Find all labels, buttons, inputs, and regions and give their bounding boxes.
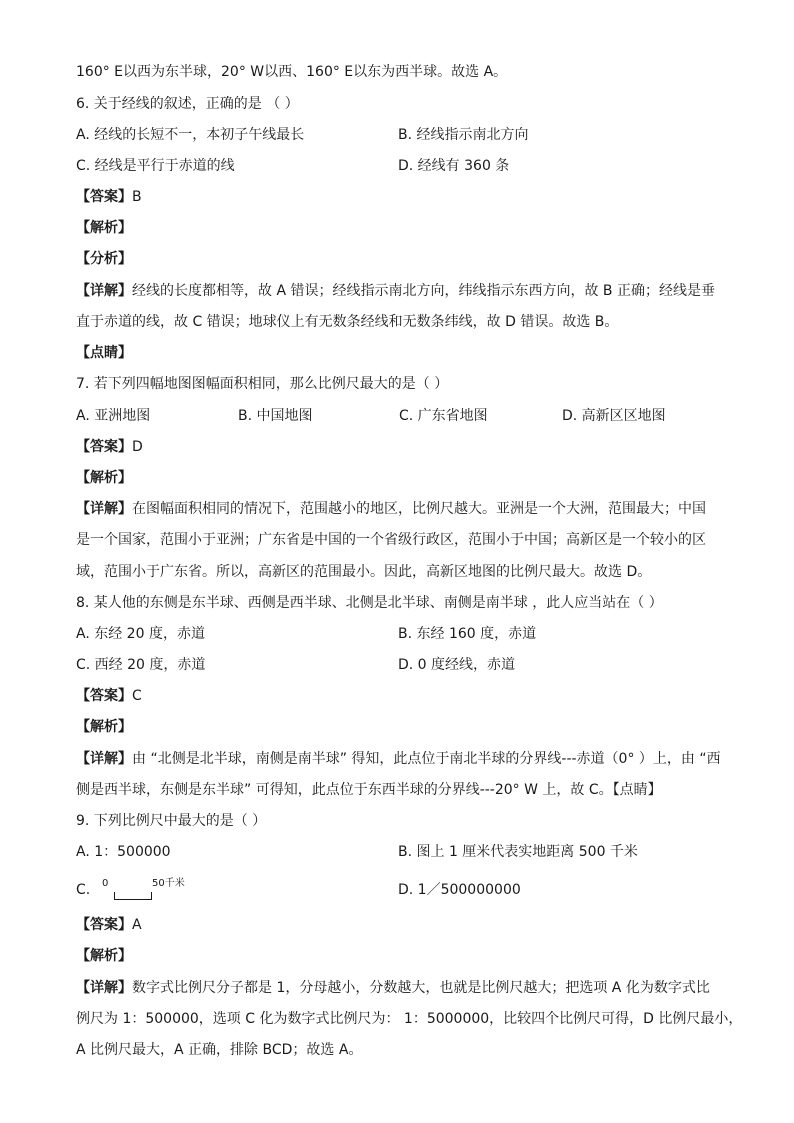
q7-detail-line: 域，范围小于广东省。所以，高新区的范围最小。因此，高新区地图的比例尺最大。故选 D。 [76,564,652,580]
q6-option-b: B. 经线指示南北方向 [398,127,529,143]
scale-bar [114,892,152,900]
q8-answer: 【答案】C [76,688,142,704]
line-scale-figure [94,874,194,904]
q8-analysis-label: 【解析】 [76,719,132,735]
q6-option-d: D. 经线有 360 条 [398,158,510,174]
q6-dianjing-label: 【点睛】 [76,345,132,361]
q6-detail-line: 直于赤道的线，故 C 错误；地球仪上有无数条经线和无数条纬线，故 D 错误。故选 B。 [76,314,619,330]
q9-option-c: C. [76,882,91,898]
question-9-stem: 9. 下列比例尺中最大的是（ ） [76,813,267,829]
q8-option-d: D. 0 度经线，赤道 [398,657,516,673]
q9-analysis-label: 【解析】 [76,948,132,964]
q6-answer: 【答案】B [76,189,142,205]
q6-option-a: A. 经线的长短不一，本初子午线最长 [76,127,305,143]
q9-answer: 【答案】A [76,917,142,933]
q9-option-b: B. 图上 1 厘米代表实地距离 500 千米 [398,844,638,860]
scale-max-label: 50千米 [152,878,185,889]
q9-detail-line: A 比例尺最大，A 正确，排除 BCD；故选 A。 [76,1042,363,1058]
q7-option-a: A. 亚洲地图 [76,408,151,424]
q6-analysis-label: 【解析】 [76,220,132,236]
q8-option-c: C. 西经 20 度，赤道 [76,657,206,673]
q7-option-d: D. 高新区区地图 [562,408,666,424]
q7-option-c: C. 广东省地图 [399,408,488,424]
q7-detail-line: 是一个国家，范围小于亚洲；广东省是中国的一个省级行政区，范围小于中国；高新区是一个较小的区 [76,532,706,548]
q8-option-b: B. 东经 160 度，赤道 [398,626,537,642]
q7-answer: 【答案】D [76,439,143,455]
q9-detail-line: 【详解】数字式比例尺分子都是 1，分母越小，分数越大，也就是比例尺越大；把选项 A 化为数字式比 [76,980,710,996]
q8-detail-line: 【详解】由 “北侧是北半球，南侧是南半球” 得知，此点位于南北半球的分界线---赤道（0° ）上，由 “西 [76,751,721,767]
scale-zero-label: 0 [102,878,109,889]
q7-analysis-label: 【解析】 [76,470,132,486]
q9-detail-line: 例尺为 1：500000，选项 C 化为数字式比例尺为： 1：5000000，比较四个比例尺可得，D 比例尺最小， [76,1011,743,1027]
text-line: 160° E以西为东半球，20° W以西、160° E以东为西半球。故选 A。 [76,64,508,80]
q7-option-b: B. 中国地图 [238,408,313,424]
q7-detail-line: 【详解】在图幅面积相同的情况下，范围越小的地区，比例尺越大。亚洲是一个大洲，范围最大；中国 [76,501,706,517]
q6-fenxi-label: 【分析】 [76,251,132,267]
q6-detail-line: 【详解】经线的长度都相等，故 A 错误；经线指示南北方向，纬线指示东西方向，故 B 正确；经线是垂 [76,283,715,299]
q6-option-c: C. 经线是平行于赤道的线 [76,158,235,174]
question-8-stem: 8. 某人他的东侧是东半球、西侧是西半球、北侧是北半球、南侧是南半球 ，此人应当站在（ ） [76,595,663,611]
q9-option-d: D. 1／500000000 [398,882,521,898]
q8-detail-line: 侧是西半球，东侧是东半球” 可得知，此点位于东西半球的分界线---20° W 上，故 C。【点睛】 [76,782,662,798]
question-7-stem: 7. 若下列四幅地图图幅面积相同，那么比例尺最大的是（ ） [76,376,449,392]
q9-option-a: A. 1：500000 [76,844,171,860]
q8-option-a: A. 东经 20 度，赤道 [76,626,205,642]
question-6-stem: 6. 关于经线的叙述，正确的是 （ ） [76,96,299,112]
